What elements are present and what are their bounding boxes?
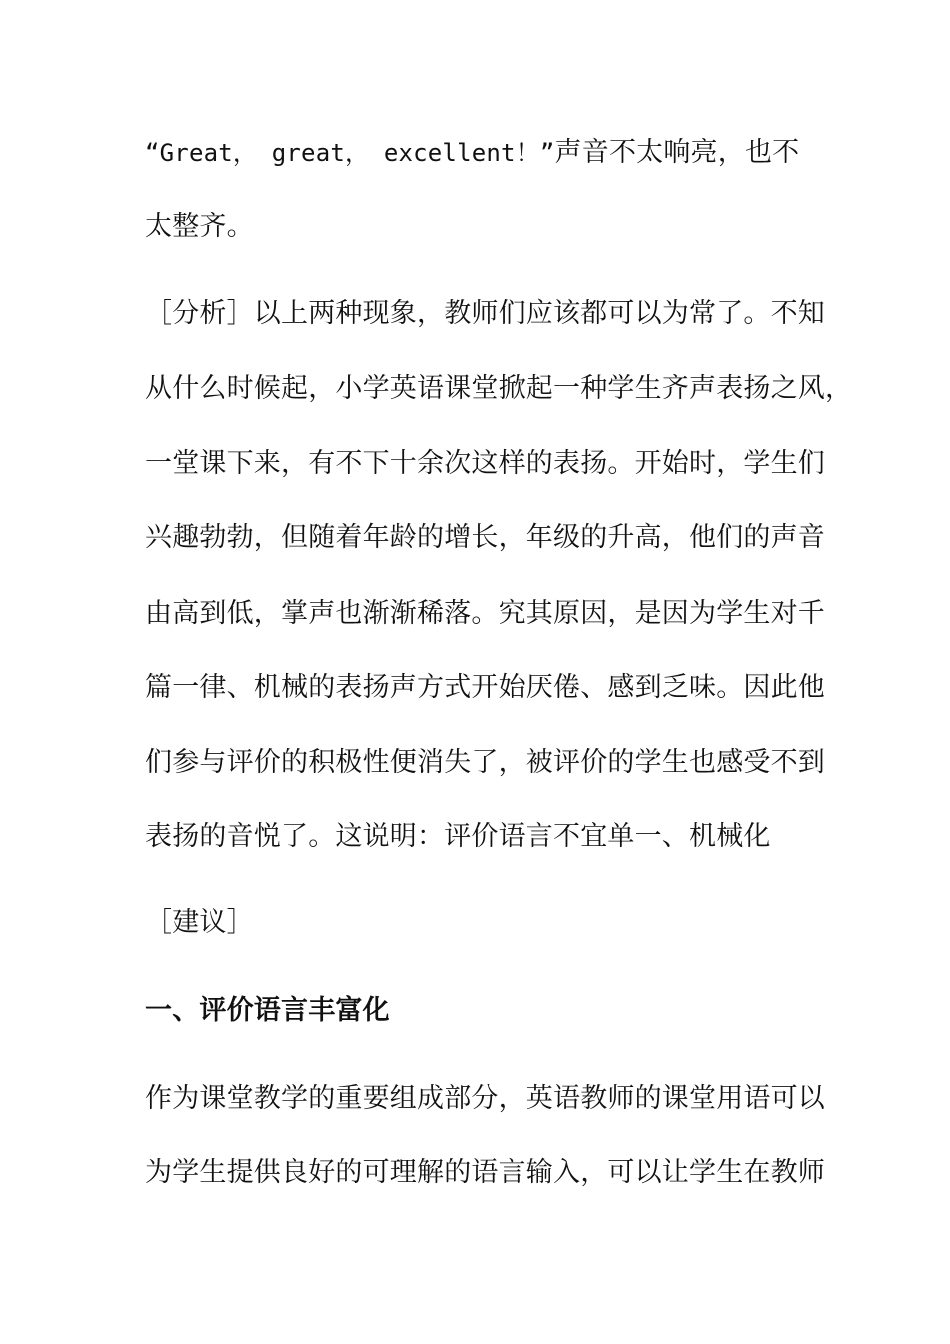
body-line: 作为课堂教学的重要组成部分，英语教师的课堂用语可以 [145, 1083, 825, 1114]
analysis-line: 兴趣勃勃，但随着年龄的增长，年级的升高，他们的声音 [145, 522, 825, 553]
analysis-line: 一堂课下来，有不下十余次这样的表扬。开始时，学生们 [145, 448, 825, 479]
paragraph-line: 太整齐。 [145, 211, 254, 242]
analysis-line: 由高到低，掌声也渐渐稀落。究其原因，是因为学生对千 [145, 598, 825, 629]
quote-latin-text: “Great， great， excellent！” [145, 139, 555, 167]
section-heading: 一、评价语言丰富化 [145, 995, 390, 1026]
analysis-line: 表扬的音悦了。这说明：评价语言不宜单一、机械化 [145, 821, 771, 852]
analysis-line: ［分析］以上两种现象，教师们应该都可以为常了。不知 [145, 298, 825, 329]
analysis-line: 们参与评价的积极性便消失了，被评价的学生也感受不到 [145, 747, 825, 778]
paragraph-line-quote [145, 135, 799, 171]
analysis-line: 篇一律、机械的表扬声方式开始厌倦、感到乏味。因此他 [145, 672, 825, 703]
quote-cjk-text: 声音不太响亮，也不 [554, 137, 800, 168]
suggestion-label: ［建议］ [145, 907, 254, 938]
analysis-line: 从什么时候起，小学英语课堂掀起一种学生齐声表扬之风， [145, 373, 853, 404]
body-line: 为学生提供良好的可理解的语言输入，可以让学生在教师 [145, 1157, 825, 1188]
